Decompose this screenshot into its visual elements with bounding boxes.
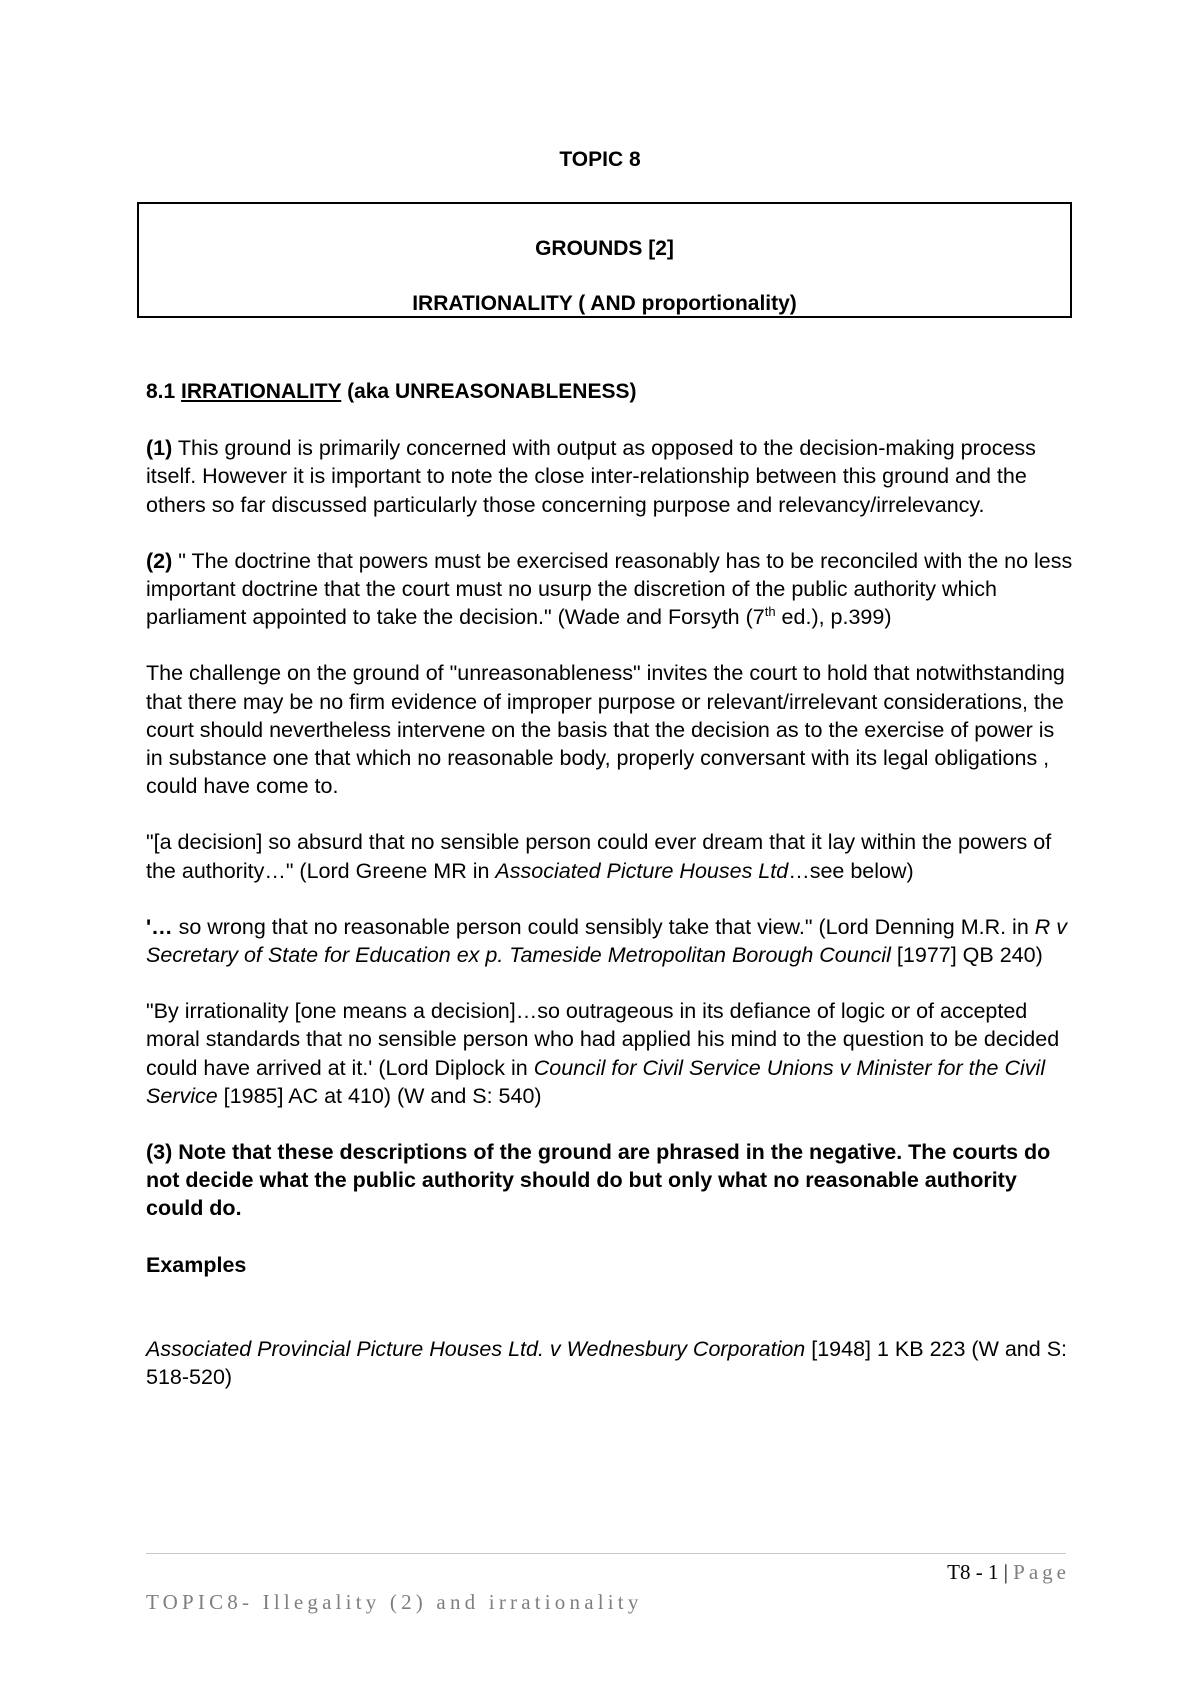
- page-label: Page: [1013, 1560, 1070, 1584]
- paragraph-6-case: Council for Civil Service Unions v Minister for the Civil Service: [146, 1055, 1046, 1108]
- paragraph-5: [146, 913, 1076, 969]
- document-body: [146, 378, 1076, 1419]
- paragraph-2-text-b: ed.), p.399): [775, 605, 892, 630]
- paragraph-7: (3) Note that these descriptions of the ground are phrased in the negative. The courts do not decide what the public authority should do but only what no reasonable authority could do.: [146, 1140, 1051, 1221]
- paragraph-1-number: (1): [146, 436, 173, 461]
- paragraph-1: [146, 434, 1076, 519]
- paragraph-4-text-b: …see below): [788, 858, 914, 883]
- paragraph-5-text-a: so wrong that no reasonable person could sensibly take that view." (Lord Denning M.R. in: [172, 914, 1035, 939]
- paragraph-2-superscript: th: [764, 604, 776, 620]
- section-heading: [146, 378, 1076, 406]
- paragraph-2: [146, 547, 1076, 632]
- paragraph-4-text-a: "[a decision] so absurd that no sensible person could ever dream that it lay within the powers of the authority…" (Lord Greene MR in: [146, 830, 1052, 883]
- page-number-value: T8 - 1 |: [947, 1560, 1014, 1584]
- irrationality-heading: IRRATIONALITY ( AND proportionality): [412, 292, 797, 315]
- paragraph-5-text-b: [1977] QB 240): [890, 943, 1043, 968]
- section-suffix: (aka UNREASONABLENESS): [341, 380, 637, 403]
- footer-title: TOPIC8- Illegality (2) and irrationality: [146, 1590, 643, 1614]
- topic-title: TOPIC 8: [559, 148, 641, 171]
- paragraph-5-case: R v Secretary of State for Education ex p. Tameside Metropolitan Borough Council: [146, 914, 1068, 968]
- page-number: [947, 1560, 1070, 1585]
- example-1: [146, 1335, 1076, 1391]
- example-1-citation: [1948] 1 KB 223 (W and S: 518-520): [146, 1336, 1068, 1390]
- paragraph-1-text: This ground is primarily concerned with output as opposed to the decision-making process itself. However it is important to note the close inter-relationship between this ground and the others so far discussed particularly those concerning purpose and relevancy/irrelevancy.: [146, 436, 1036, 517]
- paragraph-5-lead: '…: [146, 914, 173, 939]
- paragraph-2-text-a: " The doctrine that powers must be exercised reasonably has to be reconciled with the no less important doctrine that the court must no usurp the discretion of the public authority which parliament appointed to take the decision." (Wade and Forsyth (7: [146, 548, 1073, 630]
- footer-divider: [146, 1553, 1066, 1554]
- paragraph-2-number: (2): [146, 548, 173, 573]
- examples-heading: Examples: [146, 1252, 247, 1277]
- paragraph-6-text-a: "By irrationality [one means a decision]…so outrageous in its defiance of logic or of accepted moral standards that no sensible person who had applied his mind to the question to be decided could have arrived at it.' (Lord Diplock in: [146, 999, 1060, 1080]
- paragraph-3: The challenge on the ground of "unreasonableness" invites the court to hold that notwithstanding that there may be no firm evidence of improper purpose or relevant/irrelevant considerations, the court should nevertheless intervene on the basis that the decision as to the exercise of power is in substance one that which no reasonable body, properly conversant with its legal obligations , could have come to.: [146, 661, 1065, 799]
- paragraph-6: [146, 997, 1076, 1110]
- paragraph-4-case: Associated Picture Houses Ltd: [495, 858, 789, 883]
- grounds-title-box: [137, 202, 1072, 318]
- paragraph-4: [146, 828, 1076, 884]
- grounds-heading: GROUNDS [2]: [535, 237, 674, 260]
- section-number: 8.1: [146, 380, 182, 403]
- example-1-case: Associated Provincial Picture Houses Ltd. v Wednesbury Corporation: [146, 1336, 806, 1361]
- paragraph-6-text-b: [1985] AC at 410) (W and S: 540): [217, 1083, 542, 1108]
- section-title: IRRATIONALITY: [181, 380, 342, 403]
